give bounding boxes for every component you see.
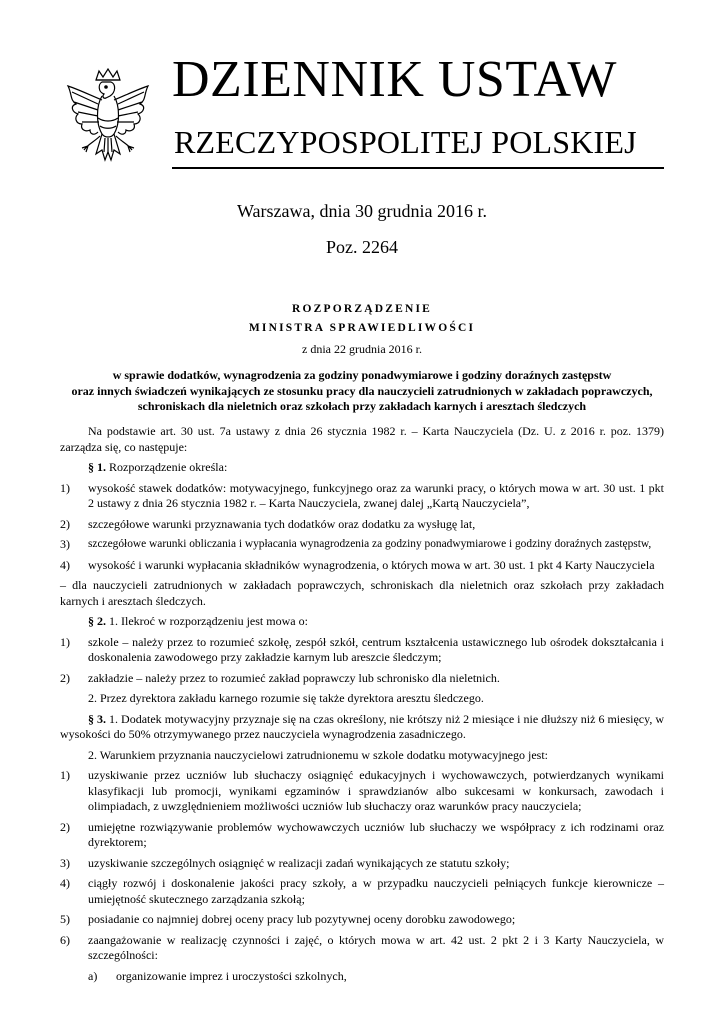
list-text: szczegółowe warunki obliczania i wypłacania wynagrodzenia za godziny ponadwymiarowe i godziny doraźnych zastępstw, [88, 538, 652, 550]
section-text: 1. Ilekroć w rozporządzeniu jest mowa o: [109, 614, 308, 628]
sub-list-item [60, 969, 664, 985]
list-text: umiejętne rozwiązywanie problemów wychowawczych uczniów lub słuchaczy we współpracy z ich rodzinami oraz dyrektorem; [88, 819, 664, 849]
list-item [60, 481, 664, 512]
section-1-closing: – dla nauczycieli zatrudnionych w zakładach poprawczych, schroniskach dla nieletnich oraz szkołach przy zakładach karnych i aresztach śledczych. [60, 578, 664, 608]
list-text: wysokość stawek dodatków: motywacyjnego, funkcyjnego oraz za warunki pracy, o których mowa w art. 30 ust. 1 pkt 2 ustawy z dnia 26 stycznia 1982 r. – Karta Nauczyciela, zwanej dalej „Kartą Nauczyciela”, [88, 480, 664, 510]
masthead-divider [172, 167, 664, 169]
journal-subtitle: RZECZYPOSPOLITEJ POLSKIEJ [174, 124, 637, 160]
issue-position: Poz. 2264 [326, 237, 398, 257]
list-number: 2) [60, 819, 70, 834]
list-number: 2) [60, 516, 70, 531]
section-3-paragraph-1 [60, 712, 664, 743]
act-subject-line: schroniskach dla nieletnich oraz szkołach przy zakładach karnych i aresztach śledczych [137, 399, 587, 413]
list-text: ciągły rozwój i doskonalenie jakości pracy szkoły, a w przypadku nauczycieli pełniących funkcje kierownicze – umiejętność skutecznego zarządzania szkołą; [88, 876, 664, 906]
list-text: posiadanie co najmniej dobrej oceny pracy lub pozytywnej oceny dorobku zawodowego; [88, 912, 516, 926]
list-number: 2) [60, 670, 70, 685]
list-item [60, 537, 664, 553]
section-text: Rozporządzenie określa: [109, 460, 228, 474]
section-mark: § 2. [88, 614, 106, 628]
list-number: 5) [60, 912, 70, 926]
list-text: szkole – należy przez to rozumieć szkołę, zespół szkół, centrum kształcenia ustawicznego lub ośrodek dokształcania i doskonalenia zawodowego przy zakładzie karnym lub areszcie śledczym; [88, 634, 664, 664]
list-item [60, 671, 664, 687]
list-letter: a) [88, 968, 98, 983]
list-item [60, 517, 664, 533]
list-item [60, 558, 664, 574]
section-mark: § 3. [88, 711, 107, 726]
list-number: 1) [60, 768, 70, 782]
section-1-intro [60, 460, 664, 476]
list-text: wysokość i warunki wypłacania składników wynagrodzenia, o których mowa w art. 30 ust. 1 pkt 4 Karty Nauczyciela [88, 557, 655, 572]
list-text: szczegółowe warunki przyznawania tych dodatków oraz dodatku za wysługę lat, [88, 516, 476, 531]
list-item [60, 635, 664, 666]
polish-eagle-emblem-icon [58, 66, 158, 176]
list-item [60, 933, 664, 964]
list-text: uzyskiwanie przez uczniów lub słuchaczy osiągnięć edukacyjnych i wychowawczych, potwierdzanych wynikami klasyfikacji lub promocji, wynikami egzaminów i sprawdzianów albo sukcesami w konkursach, zawodach i olimpiadach, z uwzględnieniem możliwości uczniów lub słuchaczy oraz warunków pracy nauczyciela; [88, 768, 664, 813]
act-type: ROZPORZĄDZENIE [291, 303, 433, 315]
list-number: 4) [60, 876, 70, 890]
act-body [60, 424, 664, 989]
section-mark: § 1. [88, 460, 106, 474]
list-item [60, 768, 664, 815]
list-number: 1) [60, 634, 70, 649]
act-subject-line: w sprawie dodatków, wynagrodzenia za godziny ponadwymiarowe i godziny doraźnych zastępstw [112, 368, 612, 382]
list-item [60, 912, 664, 928]
list-item [60, 820, 664, 851]
section-2-intro [60, 614, 664, 630]
act-authority: MINISTRA SPRAWIEDLIWOŚCI [248, 322, 476, 334]
section-3-paragraph-2: 2. Warunkiem przyznania nauczycielowi zatrudnionemu w szkole dodatku motywacyjnego jest: [88, 747, 549, 762]
list-item [60, 876, 664, 907]
act-date: z dnia 22 grudnia 2016 r. [302, 342, 422, 356]
section-2-paragraph-2: 2. Przez dyrektora zakładu karnego rozumie się także dyrektora aresztu śledczego. [88, 691, 484, 705]
journal-title: DZIENNIK USTAW [172, 51, 617, 108]
list-number: 1) [60, 480, 70, 495]
preamble: Na podstawie art. 30 ust. 7a ustawy z dnia 26 stycznia 1982 r. – Karta Nauczyciela (Dz. U. z 2016 r. poz. 1379) zarządza się, co następuje: [60, 424, 664, 454]
issue-date: Warszawa, dnia 30 grudnia 2016 r. [237, 201, 487, 221]
list-text: zakładzie – należy przez to rozumieć zakład poprawczy lub schronisko dla nieletnich. [88, 670, 500, 685]
section-text: 1. Dodatek motywacyjny przyznaje się na czas określony, nie krótszy niż 2 miesiące i nie dłuższy niż 6 miesięcy, w wysokości do 50% otrzymywanego przez nauczyciela wynagrodzenia zasadniczego. [60, 711, 665, 741]
list-text: zaangażowanie w realizację czynności i zajęć, o których mowa w art. 42 ust. 2 pkt 2 i 3 Karty Nauczyciela, w szczególności: [88, 932, 664, 962]
list-text: uzyskiwanie szczególnych osiągnięć w realizacji zadań wynikających ze statutu szkoły; [88, 855, 510, 870]
list-number: 6) [60, 932, 70, 947]
list-number: 4) [60, 557, 70, 572]
act-subject [60, 368, 664, 415]
act-subject-line: oraz innych świadczeń wynikających ze stosunku pracy dla nauczycieli zatrudnionych w zakładach poprawczych, [71, 383, 653, 398]
list-text: organizowanie imprez i uroczystości szkolnych, [116, 968, 347, 983]
list-item [60, 856, 664, 872]
list-number: 3) [60, 855, 70, 870]
list-number: 3) [60, 537, 70, 551]
